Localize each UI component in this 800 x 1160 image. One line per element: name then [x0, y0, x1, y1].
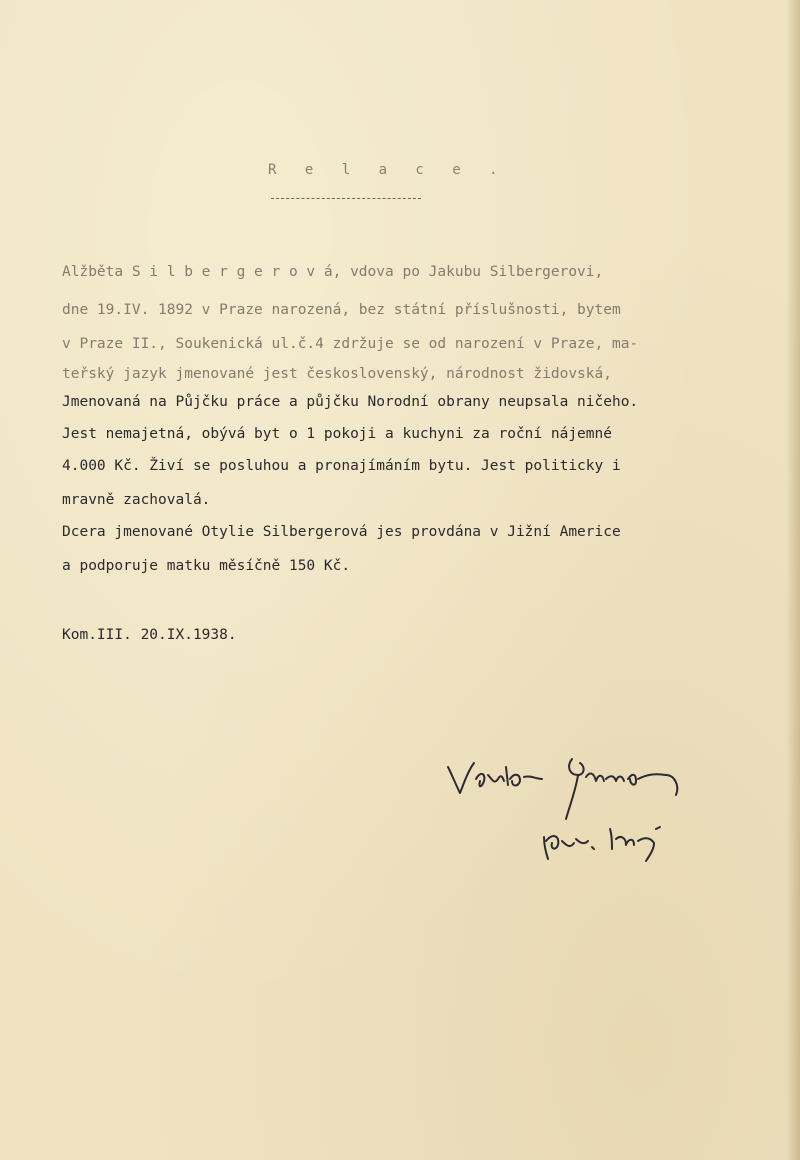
- place-date: Kom.III. 20.IX.1938.: [62, 627, 237, 643]
- document-title: R e l a c e .: [268, 162, 508, 178]
- text-line-5: Jmenovaná na Půjčku práce a půjčku Norodní obrany neupsala ničeho.: [62, 394, 639, 410]
- paper-edge-shadow: [786, 0, 800, 1160]
- text-line-10: a podporuje matku měsíčně 150 Kč.: [62, 558, 351, 574]
- text-line-4: teřský jazyk jmenované jest československý, národnost židovská,: [62, 366, 612, 382]
- text-line-9: Dcera jmenované Otylie Silbergerová jes provdána v Jižní Americe: [62, 524, 621, 540]
- text-line-2: dne 19.IV. 1892 v Praze narozená, bez státní příslušnosti, bytem: [62, 302, 621, 318]
- text-line-7: 4.000 Kč. Živí se posluhou a pronajímáním bytu. Jest politicky i: [62, 458, 621, 474]
- title-underline: [271, 198, 421, 199]
- text-line-1: Alžběta S i l b e r g e r o v á, vdova po Jakubu Silbergerovi,: [62, 264, 604, 280]
- text-line-3: v Praze II., Soukenická ul.č.4 zdržuje se od narození v Praze, ma-: [62, 336, 639, 352]
- handwritten-signature: [440, 745, 700, 870]
- text-line-6: Jest nemajetná, obývá byt o 1 pokoji a kuchyni za roční nájemné: [62, 426, 612, 442]
- text-line-8: mravně zachovalá.: [62, 492, 211, 508]
